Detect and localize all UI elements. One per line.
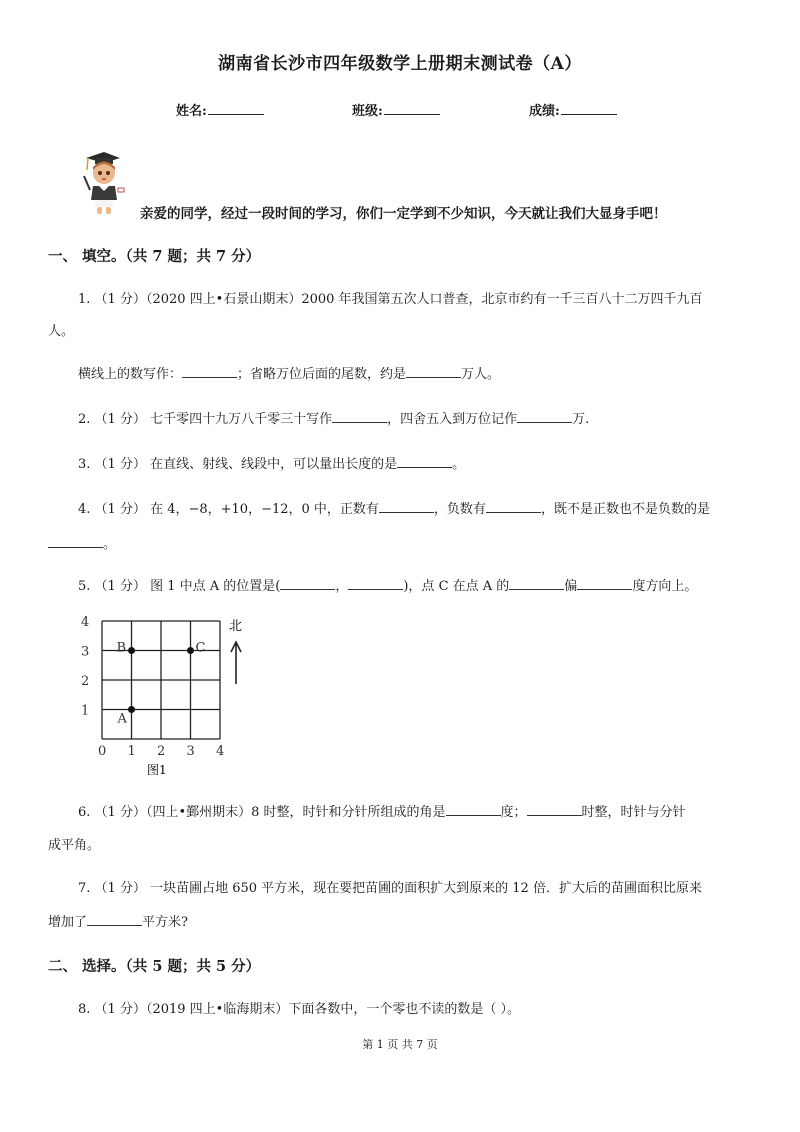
page-footer: 第 1 页 共 7 页 <box>362 1038 438 1051</box>
q5-blank-1[interactable] <box>280 578 335 590</box>
greeting-text: 亲爱的同学，经过一段时间的学习，你们一定学到不少知识，今天就让我们大显身手吧！ <box>140 206 667 222</box>
figure-1-grid <box>75 614 260 784</box>
x-tick-label: 0 <box>98 744 107 759</box>
score-label: 成绩: <box>529 104 560 119</box>
q7-text-b: 增加了 <box>48 915 88 930</box>
mascot-image <box>78 148 128 216</box>
point-label-a: A <box>117 711 127 727</box>
point-b <box>128 647 135 654</box>
section-fill-in-title: 一、 填空。（共 7 题；共 7 分） <box>48 248 261 265</box>
question-1-blanks <box>78 365 500 385</box>
q5-text-d: 偏 <box>564 579 578 594</box>
question-4-cont <box>48 533 116 552</box>
figure-caption: 图1 <box>147 763 167 777</box>
q5-text-b: ， <box>335 579 349 594</box>
q4-text-c: ，既不是正数也不是负数的是 <box>540 502 710 517</box>
point-c <box>187 647 194 654</box>
page-title: 湖南省长沙市四年级数学上册期末测试卷（A） <box>218 54 582 74</box>
q1-text-c: 万人。 <box>461 367 501 382</box>
y-tick-label: 4 <box>81 615 90 630</box>
section-choice-title: 二、 选择。（共 5 题；共 5 分） <box>48 958 261 975</box>
q2-blank-2[interactable] <box>517 411 572 423</box>
question-2 <box>78 410 589 430</box>
question-7-cont <box>48 911 188 930</box>
question-1: 1. （1 分）（2020 四上•石景山期末）2000 年我国第五次人口普查，北京市约有一千三百八十二万四千九百 <box>78 292 703 307</box>
q2-blank-1[interactable] <box>332 411 387 423</box>
q5-text-e: 度方向上。 <box>632 579 698 594</box>
class-label: 班级: <box>352 104 383 119</box>
question-6-cont: 成平角。 <box>48 838 101 853</box>
score-field[interactable] <box>529 100 617 119</box>
y-tick-labels <box>81 615 89 719</box>
q2-text-c: 万. <box>572 412 590 427</box>
grid-figure <box>75 614 260 784</box>
x-tick-label: 4 <box>216 744 225 759</box>
y-tick-label: 1 <box>81 703 90 719</box>
q6-blank-1[interactable] <box>446 804 501 816</box>
q2-text-b: ，四舍五入到万位记作 <box>387 412 518 427</box>
point-label-c: C <box>195 640 206 656</box>
name-label: 姓名: <box>176 104 207 119</box>
q4-blank-2[interactable] <box>486 501 541 513</box>
q1-blank-2[interactable] <box>406 366 461 378</box>
class-blank[interactable] <box>384 102 440 115</box>
q4-blank-3[interactable] <box>48 536 103 548</box>
q6-text-c: 时整，时针与分针 <box>581 805 686 820</box>
q2-text-a: 2. （1 分） 七千零四十九万八千零三十写作 <box>78 412 333 427</box>
name-blank[interactable] <box>208 102 264 115</box>
y-tick-label: 3 <box>81 644 90 660</box>
q5-blank-4[interactable] <box>577 578 632 590</box>
q5-text-a: 5. （1 分） 图 1 中点 A 的位置是( <box>78 579 281 594</box>
q5-text-c: )，点 C 在点 A 的 <box>403 579 510 594</box>
q6-blank-2[interactable] <box>527 804 582 816</box>
question-5 <box>78 577 697 597</box>
q4-blank-1[interactable] <box>379 501 434 513</box>
question-8: 8. （1 分）（2019 四上•临海期末）下面各数中，一个零也不读的数是（ ）。 <box>78 1002 520 1017</box>
graduate-mascot-icon <box>78 148 128 216</box>
point-a <box>128 706 135 713</box>
q4-text-b: ，负数有 <box>433 502 486 517</box>
q3-text-a: 3. （1 分） 在直线、射线、线段中，可以量出长度的是 <box>78 457 398 472</box>
q6-text-b: 度； <box>500 805 527 820</box>
north-label: 北 <box>229 619 243 634</box>
class-field[interactable] <box>352 100 440 119</box>
score-blank[interactable] <box>561 102 617 115</box>
point-label-b: B <box>116 640 127 656</box>
q7-blank-1[interactable] <box>87 914 142 926</box>
q3-text-b: 。 <box>452 457 466 472</box>
y-tick-label: 2 <box>81 674 90 689</box>
q5-blank-3[interactable] <box>509 578 564 590</box>
q4-text-d: 。 <box>103 537 117 552</box>
q6-text-a: 6. （1 分）（四上•鄞州期末）8 时整，时针和分针所组成的角是 <box>78 805 446 820</box>
north-arrow-icon <box>231 642 241 684</box>
q1-blank-1[interactable] <box>182 366 237 378</box>
x-tick-labels <box>98 744 224 759</box>
q1-text-a: 横线上的数写作： <box>78 367 183 382</box>
q7-text-c: 平方米? <box>142 915 188 930</box>
q5-blank-2[interactable] <box>348 578 403 590</box>
name-field[interactable] <box>176 100 264 119</box>
q1-text-b: ；省略万位后面的尾数，约是 <box>237 367 407 382</box>
x-tick-label: 1 <box>127 744 136 759</box>
question-4 <box>78 500 710 520</box>
x-tick-label: 2 <box>157 744 166 759</box>
question-6 <box>78 803 686 823</box>
q4-text-a: 4. （1 分） 在 4，−8，+10，−12，0 中，正数有 <box>78 502 379 517</box>
question-1-cont: 人。 <box>48 324 75 339</box>
question-7: 7. （1 分） 一块苗圃占地 650 平方米，现在要把苗圃的面积扩大到原来的 12 倍．扩大后的苗圃面积比原来 <box>78 881 702 896</box>
q3-blank-1[interactable] <box>397 456 452 468</box>
question-3 <box>78 455 465 475</box>
x-tick-label: 3 <box>186 744 195 759</box>
